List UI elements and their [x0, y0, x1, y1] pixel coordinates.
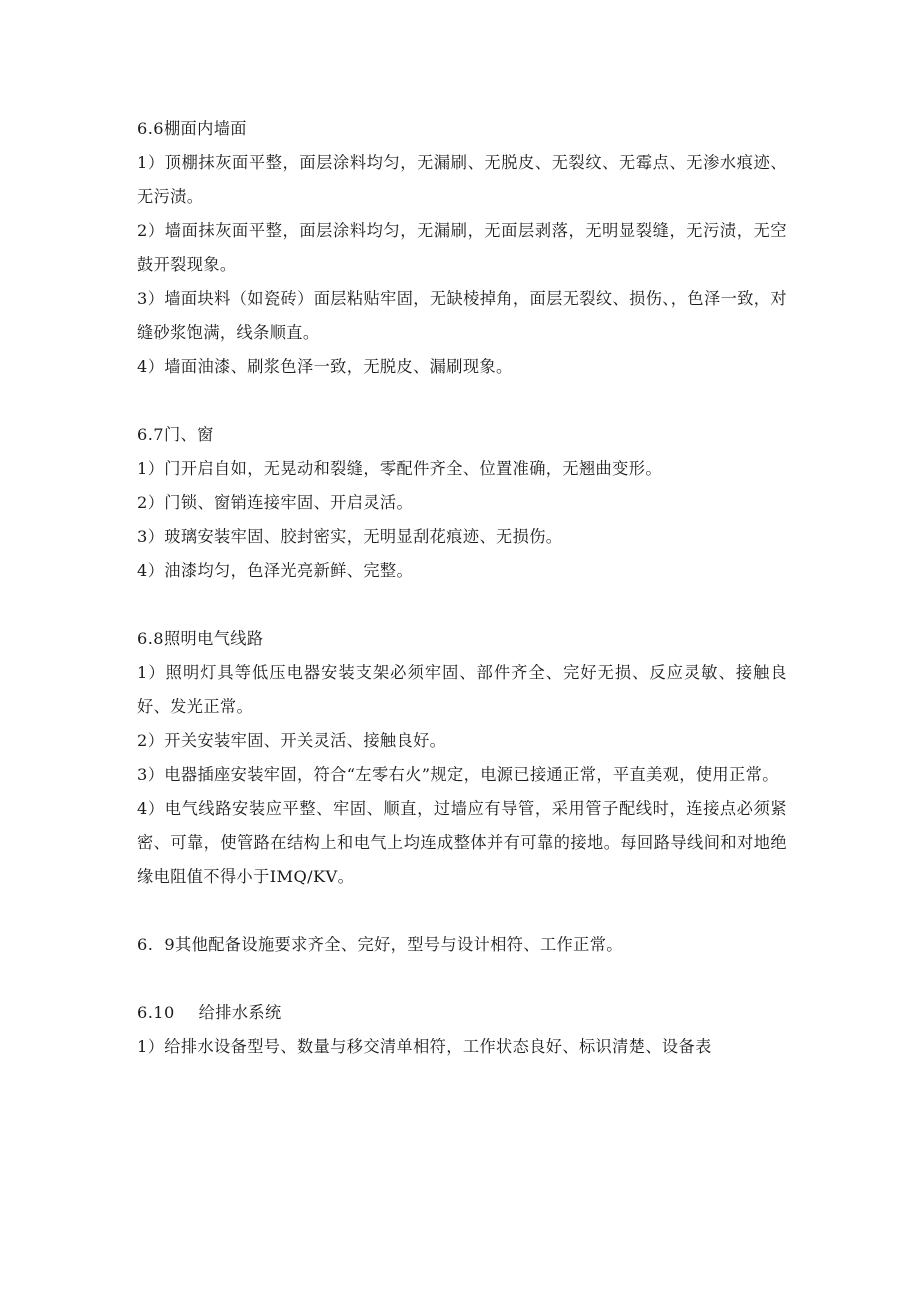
list-item: 4）墙面油漆、刷浆色泽一致，无脱皮、漏刷现象。	[137, 357, 513, 376]
section-heading: 6. 9其他配备设施要求齐全、完好，型号与设计相符、工作正常。	[137, 935, 623, 954]
section-6-9	[137, 928, 787, 962]
list-item: 3）电器插座安装牢固，符合“左零右火”规定，电源已接通正常，平直美观，使用正常。	[137, 765, 779, 784]
list-item: 2）门锁、窗销连接牢固、开启灵活。	[137, 493, 414, 512]
section-6-10	[137, 996, 787, 1064]
section-6-8	[137, 622, 787, 894]
list-item: 2）墙面抹灰面平整，面层涂料均匀，无漏刷，无面层剥落，无明显裂缝，无污渍，无空鼓开裂现象。	[137, 221, 787, 274]
list-item: 3）墙面块料（如瓷砖）面层粘贴牢固，无缺棱掉角，面层无裂纹、损伤、，色泽一致，对缝砂浆饱满，线条顺直。	[137, 289, 787, 342]
section-heading: 6.7门、窗	[137, 425, 214, 444]
section-number: 6.10	[137, 1003, 175, 1022]
list-item: 1）给排水设备型号、数量与移交清单相符，工作状态良好、标识清楚、设备表	[137, 1037, 712, 1056]
list-item: 1）顶棚抹灰面平整，面层涂料均匀，无漏刷、无脱皮、无裂纹、无霉点、无渗水痕迹、无污渍。	[137, 153, 787, 206]
list-item: 3）玻璃安装牢固、胶封密实，无明显刮花痕迹、无损伤。	[137, 527, 563, 546]
list-item: 1）门开启自如，无晃动和裂缝，零配件齐全、位置准确，无翘曲变形。	[137, 459, 662, 478]
list-item: 2）开关安装牢固、开关灵活、接触良好。	[137, 731, 447, 750]
section-6-7	[137, 418, 787, 588]
list-item: 4）电气线路安装应平整、牢固、顺直，过墙应有导管，采用管子配线时，连接点必须紧密、可靠，使管路在结构上和电气上均连成整体并有可靠的接地。每回路导线间和对地绝缘电阻值不得小于IMQ/KV。	[137, 799, 787, 886]
document-body	[137, 112, 787, 1064]
section-heading: 6.6棚面内墙面	[137, 119, 247, 138]
section-title: 给排水系统	[198, 1003, 282, 1022]
section-heading: 6.8照明电气线路	[137, 629, 264, 648]
section-heading	[137, 996, 787, 1030]
list-item: 1）照明灯具等低压电器安装支架必须牢固、部件齐全、完好无损、反应灵敏、接触良好、发光正常。	[137, 663, 787, 716]
section-6-6	[137, 112, 787, 384]
list-item: 4）油漆均匀，色泽光亮新鲜、完整。	[137, 561, 414, 580]
